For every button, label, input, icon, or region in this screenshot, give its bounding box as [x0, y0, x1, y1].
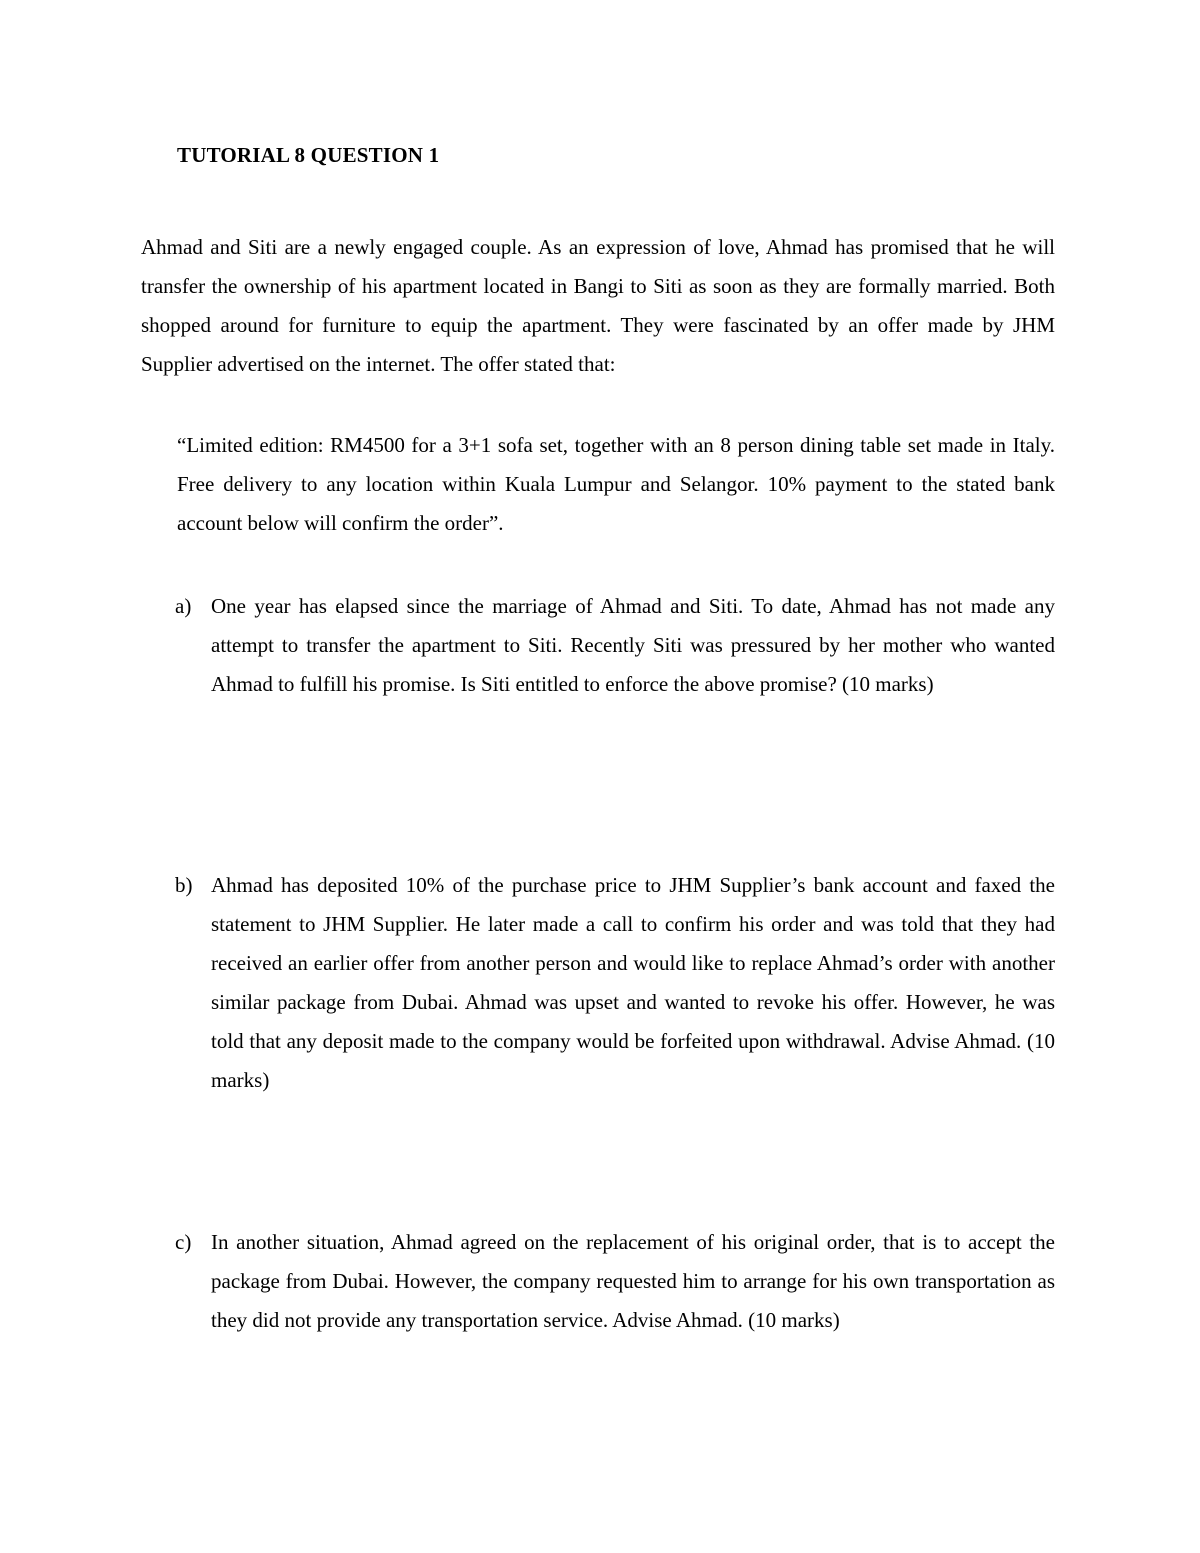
- offer-quote: “Limited edition: RM4500 for a 3+1 sofa set, together with an 8 person dining table set made in Italy. Free delivery to any location within Kuala Lumpur and Selangor. 10% payment to the stated bank account below will confirm the order”.: [177, 433, 1055, 535]
- question-b-text: Ahmad has deposited 10% of the purchase price to JHM Supplier’s bank account and faxed the statement to JHM Supplier. He later made a call to confirm his order and was told that they had received an earlier offer from another person and would like to replace Ahmad’s order with another similar package from Dubai. Ahmad was upset and wanted to revoke his offer. However, he was told that any deposit made to the company would be forfeited upon withdrawal. Advise Ahmad. (10 marks): [211, 873, 1055, 1092]
- question-b-label: b): [175, 873, 193, 897]
- document-title: TUTORIAL 8 QUESTION 1: [177, 143, 440, 167]
- intro-paragraph: Ahmad and Siti are a newly engaged couple. As an expression of love, Ahmad has promised that he will transfer the ownership of his apartment located in Bangi to Siti as soon as they are formally married. Both shopped around for furniture to equip the apartment. They were fascinated by an offer made by JHM Supplier advertised on the internet. The offer stated that:: [141, 235, 1055, 376]
- question-c-text: In another situation, Ahmad agreed on the replacement of his original order, that is to accept the package from Dubai. However, the company requested him to arrange for his own transportation as they did not provide any transportation service. Advise Ahmad. (10 marks): [211, 1230, 1055, 1332]
- question-a-text: One year has elapsed since the marriage of Ahmad and Siti. To date, Ahmad has not made any attempt to transfer the apartment to Siti. Recently Siti was pressured by her mother who wanted Ahmad to fulfill his promise. Is Siti entitled to enforce the above promise? (10 marks): [211, 594, 1055, 696]
- question-a-label: a): [175, 594, 192, 618]
- question-c-label: c): [175, 1230, 192, 1254]
